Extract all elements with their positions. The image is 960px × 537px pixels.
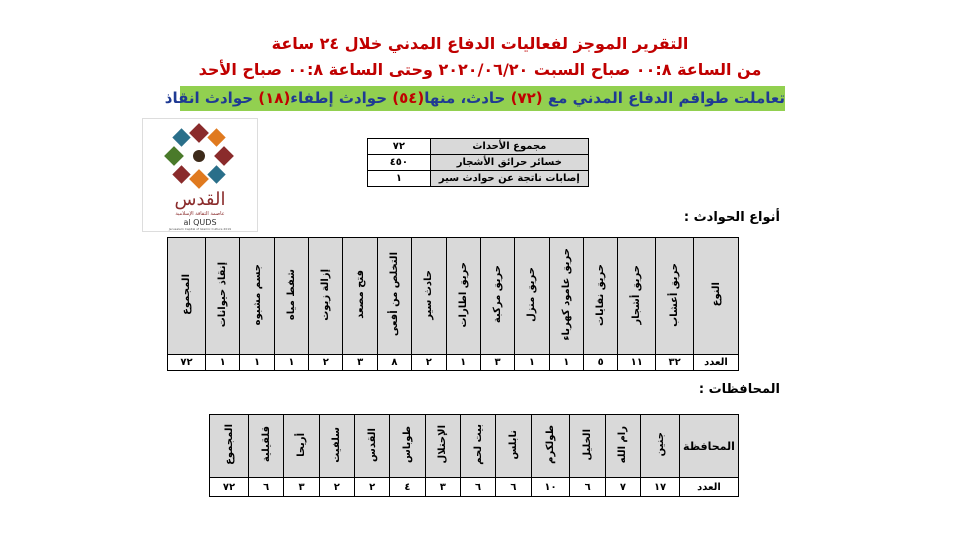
incident-types-heading: أنواع الحوادث :: [683, 210, 780, 225]
incident-type-count: ٢: [309, 355, 343, 371]
governorate-count: ٣: [425, 478, 460, 497]
summary-row: [368, 171, 589, 187]
incident-type-count: ١: [240, 355, 274, 371]
incident-type-count: ١: [515, 355, 549, 371]
incident-type-label: فتح مصعد: [343, 238, 377, 355]
incident-type-count: ٣٢: [656, 355, 694, 371]
governorate-count: ٦: [460, 478, 495, 497]
governorate-count: ٧٢: [210, 478, 249, 497]
report-period: من الساعة ٠٠:٨ صباح السبت ٢٠٢٠/٠٦/٢٠ وحتى الساعة ٠٠:٨ صباح الأحد: [198, 60, 762, 79]
logo-brand-text: القدس: [174, 189, 226, 210]
incident-type-count: ١١: [618, 355, 656, 371]
banner-text-1: تعاملت طواقم الدفاع المدني مع: [542, 89, 785, 107]
governorate-count: ٣: [284, 478, 319, 497]
summary-value: ٤٥٠: [368, 155, 431, 171]
summary-table: [367, 138, 589, 187]
incident-type-count: ٥: [583, 355, 617, 371]
banner-incidents-count: (٧٢): [510, 89, 543, 107]
governorates-header-row: [210, 415, 739, 478]
banner-text-3: حوادث إطفاء: [290, 89, 393, 107]
governorate-label: رام الله: [605, 415, 640, 478]
logo-tagline: Jerusalem Capital of Islamic Culture 2019: [168, 227, 232, 231]
governorate-count: ٦: [249, 478, 284, 497]
banner-text-2: حادث، منها: [424, 89, 511, 107]
governorate-label: أريحا: [284, 415, 319, 478]
summary-label: إصابات ناتجة عن حوادث سير: [430, 171, 588, 187]
governorate-count: ١٠: [531, 478, 570, 497]
banner-text-4: حوادث انقاذ: [164, 89, 259, 107]
governorate-count: ٦: [496, 478, 531, 497]
governorate-count: ٦: [570, 478, 605, 497]
governorate-row-header: المحافظة: [680, 415, 739, 478]
count-row-header: العدد: [694, 355, 739, 371]
incident-type-count: ١: [446, 355, 480, 371]
incident-types-table: [167, 237, 739, 371]
incident-type-label: حريق مركبة: [480, 238, 514, 355]
incident-type-label: حريق منزل: [515, 238, 549, 355]
logo-latin-text: al QUDS: [183, 218, 217, 227]
incident-type-count: ٨: [377, 355, 411, 371]
summary-value: ١: [368, 171, 431, 187]
governorate-count: ٧: [605, 478, 640, 497]
incident-type-count: ٢: [412, 355, 446, 371]
type-row-header: النوع: [694, 238, 739, 355]
incident-type-label: المجموع: [168, 238, 206, 355]
summary-value: ٧٢: [368, 139, 431, 155]
incident-type-label: حريق نفايات: [583, 238, 617, 355]
incident-type-label: حريق أشجار: [618, 238, 656, 355]
logo-subtitle: عاصمة الثقافة الإسلامية: [175, 211, 225, 217]
governorate-label: قلقيلية: [249, 415, 284, 478]
incident-type-label: إزالة زيوت: [309, 238, 343, 355]
governorates-count-row: [210, 478, 739, 497]
summary-banner: [164, 86, 785, 111]
al-quds-logo: [142, 118, 258, 232]
incident-type-count: ١: [274, 355, 308, 371]
governorate-label: الإحتلال: [425, 415, 460, 478]
governorate-count: ٢: [355, 478, 390, 497]
incident-type-label: حريق عامود كهرباء: [549, 238, 583, 355]
incident-type-label: إنقاذ حيوانات: [206, 238, 240, 355]
governorate-label: بيت لحم: [460, 415, 495, 478]
banner-fire-count: (٥٤): [392, 89, 425, 107]
incident-type-label: حريق اطارات: [446, 238, 480, 355]
summary-row: [368, 139, 589, 155]
governorate-label: القدس: [355, 415, 390, 478]
summary-label: مجموع الأحداث: [430, 139, 588, 155]
incident-type-label: حادث سير: [412, 238, 446, 355]
summary-row: [368, 155, 589, 171]
incident-types-count-row: [168, 355, 739, 371]
incident-type-count: ٧٢: [168, 355, 206, 371]
governorate-label: المجموع: [210, 415, 249, 478]
incident-type-label: شفط مياه: [274, 238, 308, 355]
governorates-heading: المحافظات :: [698, 382, 780, 397]
report-title: التقرير الموجز لفعاليات الدفاع المدني خلال ٢٤ ساعة: [271, 34, 689, 53]
governorate-count-header: العدد: [680, 478, 739, 497]
summary-label: خسائر حرائق الأشجار: [430, 155, 588, 171]
governorate-label: نابلس: [496, 415, 531, 478]
flower-logo-icon: [159, 123, 239, 189]
incident-type-count: ٣: [343, 355, 377, 371]
incident-type-label: جسم مشبوه: [240, 238, 274, 355]
governorate-count: ٤: [390, 478, 425, 497]
incident-types-header-row: [168, 238, 739, 355]
governorate-count: ١٧: [641, 478, 680, 497]
governorates-table: [209, 414, 739, 497]
incident-type-count: ٣: [480, 355, 514, 371]
governorate-label: طوباس: [390, 415, 425, 478]
governorate-label: الخليل: [570, 415, 605, 478]
incident-type-count: ١: [549, 355, 583, 371]
governorate-label: جنين: [641, 415, 680, 478]
incident-type-count: ١: [206, 355, 240, 371]
banner-rescue-count: (١٨): [258, 89, 291, 107]
incident-type-label: التخلص من أفعى: [377, 238, 411, 355]
governorate-label: طولكرم: [531, 415, 570, 478]
governorate-count: ٢: [319, 478, 354, 497]
incident-type-label: حريق أعشاب: [656, 238, 694, 355]
governorate-label: سلفيت: [319, 415, 354, 478]
